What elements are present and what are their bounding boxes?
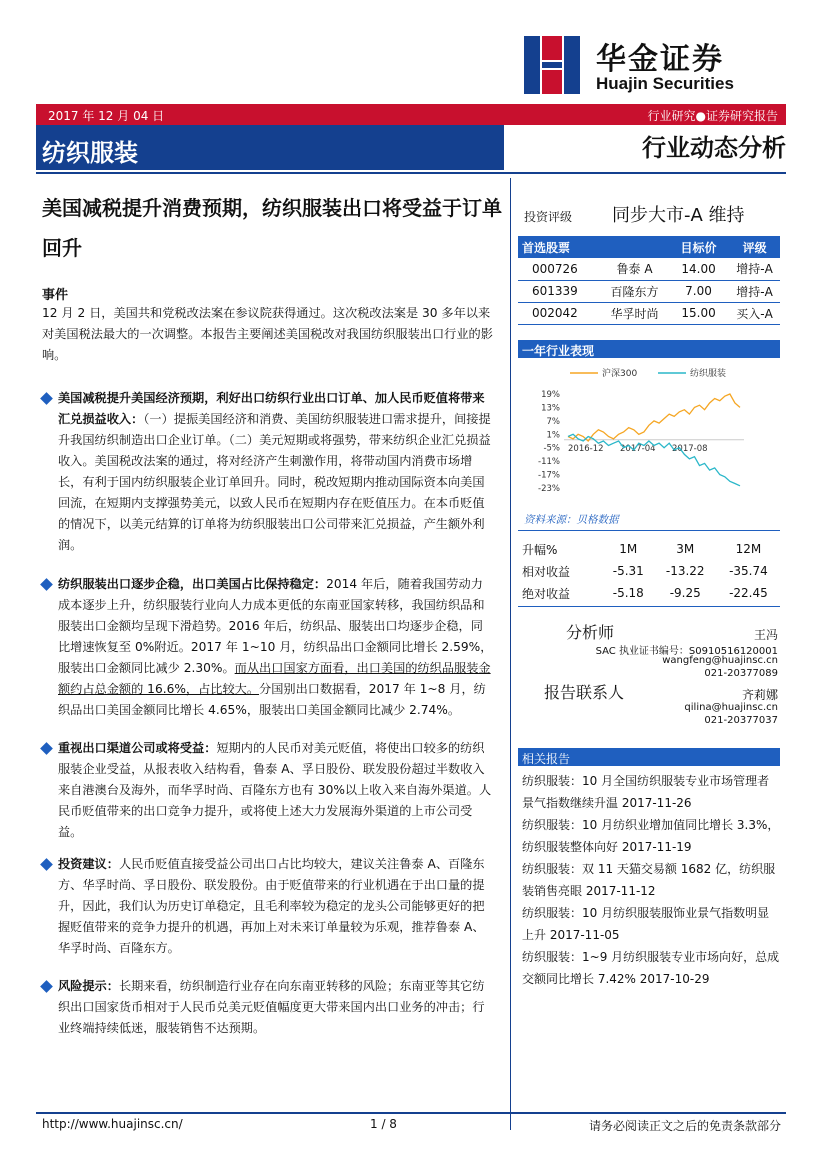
bullet-body: 人民币贬值直接受益公司出口占比均较大，建议关注鲁泰 A、百隆东方、华孚时尚、孚日股份、联发股份。由于贬值带来的行业机遇在于出口量的提升，因此，我们认为历史订单稳定，且毛利率较为稳定的龙头公司能够更好的把握贬值带来的竞争力提升的机遇，再加上对未来订单量较为乐观，推荐鲁泰 A、华孚时尚、百隆东方。 — [58, 857, 485, 955]
footer-divider — [36, 1112, 786, 1114]
analyst-heading: 分析师 — [566, 623, 615, 642]
bullet-investment-advice — [42, 854, 494, 959]
y-tick-label: -11% — [538, 457, 560, 468]
x-tick-label: 2017-08 — [672, 443, 708, 454]
y-tick-label: -23% — [538, 484, 560, 494]
target-price: 15.00 — [668, 302, 729, 324]
bullet-body: 2014 年后，随着我国劳动力成本逐步上升，纺织服装行业向人力成本更低的东南亚国家转移，我国纺织品和服装出口金额均呈现下滑趋势。2016 年后，纺织品、服装出口均逐步企稳，同比增速恢复至 0%附近。2017 年 1~10 月，纺织品出口金额同比增长 2.59%，服装出口金额同比减少 2.30%。 — [58, 577, 493, 675]
contact-phone: 021-20377037 — [704, 715, 778, 726]
stock-code: 002042 — [518, 302, 601, 324]
legend-label: 纺织服装 — [690, 369, 727, 379]
divider — [518, 606, 780, 607]
row-label: 绝对收益 — [522, 586, 571, 601]
bullet-lead: 风险提示： — [58, 979, 119, 993]
x-tick-label: 2016-12 — [568, 443, 604, 454]
y-tick-label: 13% — [541, 403, 560, 414]
column-header: 升幅% — [522, 542, 558, 557]
table-row — [518, 280, 780, 302]
column-header: 首选股票 — [518, 236, 601, 258]
related-report-link[interactable]: 纺织服装：10 月全国纺织服装专业市场管理者景气指数继续升温 2017-11-26 — [522, 774, 770, 810]
y-tick-label: -5% — [543, 443, 560, 454]
bullet-lead: 纺织服装出口逐步企稳，出口美国占比保持稳定： — [58, 577, 327, 591]
series-line — [568, 394, 740, 441]
bullet-body: （一）提振美国经济和消费、美国纺织服装进口需求提升，间接提升我国纺织制造出口企业订单。（二）美元短期或将强势，带来纺织企业汇兑损益收入。美国税改法案的通过，将对经济产生刺激作用，将带动国内消费市场增长，有利于国内纺织服装企业订单回升。同时，税改短期内推动国际资本向美国回流，在短期内支撑强势美元，以致人民币在短期内存在贬值压力。在本币贬值的情况下，以美元结算的订单将为纺织服装出口公司带来汇兑损益，产生额外利润。 — [58, 412, 491, 552]
column-header — [601, 236, 668, 258]
page-number: 1 / 8 — [370, 1117, 397, 1131]
target-price: 7.00 — [668, 280, 729, 302]
bullet-body-underlined: 而从出口国家方面看，出口美国的纺织品服装金额约占总金额的 16.6%，占比较大。 — [58, 661, 491, 696]
logo-name-cn: 华金证券 — [596, 42, 724, 77]
return-12m: -22.45 — [729, 586, 768, 600]
stock-code: 601339 — [518, 280, 601, 302]
legend-label: 沪深300 — [602, 369, 638, 379]
sector-label: 纺织服装 — [42, 139, 138, 167]
return-1m: -5.18 — [612, 586, 644, 600]
y-tick-label: 1% — [546, 430, 560, 441]
divider — [36, 172, 786, 174]
stock-code: 000726 — [518, 258, 601, 280]
stock-rating: 增持-A — [729, 258, 780, 280]
column-header: 1M — [619, 542, 638, 556]
related-reports-list — [522, 770, 780, 990]
column-header: 3M — [676, 542, 695, 556]
related-report-link[interactable]: 纺织服装：1~9 月纺织服装专业市场向好，总成交额同比增长 7.42% 2017-10-29 — [522, 950, 780, 986]
contact-heading: 报告联系人 — [544, 683, 625, 702]
rating-label: 投资评级 — [524, 210, 573, 224]
column-header: 目标价 — [668, 236, 729, 258]
related-report-link[interactable]: 纺织服装：双 11 天猫交易额 1682 亿，纺织服装销售亮眼 2017-11-12 — [522, 862, 776, 898]
related-reports-heading: 相关报告 — [522, 752, 571, 766]
bullet-export-channel — [42, 738, 494, 843]
y-tick-label: 7% — [546, 416, 560, 427]
stock-name: 华孚时尚 — [601, 302, 668, 324]
table-row — [518, 258, 780, 280]
bullet-body: 短期内的人民币对美元贬值，将使出口较多的纺织服装企业受益，从报表收入结构看，鲁泰 A、孚日股份、联发股份超过半数收入来自港澳台及海外，而华孚时尚、百隆东方也有 30%以上收入来自海外渠道。人民币贬值带来的出口竞争力提升，或将使上述大力发展海外渠道的上市公司受益。 — [58, 741, 492, 839]
stock-name: 百隆东方 — [601, 280, 668, 302]
bullet-lead: 投资建议： — [58, 857, 119, 871]
related-report-link[interactable]: 纺织服装：10 月纺织服装服饰业景气指数明显上升 2017-11-05 — [522, 906, 770, 942]
table-row — [518, 302, 780, 324]
bullet-body: 长期来看，纺织制造行业存在向东南亚转移的风险；东南亚等其它纺织出口国家货币相对于人民币兑美元贬值幅度更大带来国内出口业务的冲击；行业终端持续低迷，服装销售不达预期。 — [58, 979, 485, 1035]
column-header: 评级 — [729, 236, 780, 258]
related-reports-heading-bar — [518, 748, 780, 766]
performance-chart — [518, 362, 780, 500]
report-type: 行业研究●证券研究报告 — [647, 109, 778, 123]
stock-name: 鲁泰 A — [601, 258, 668, 280]
x-tick-label: 2017-04 — [620, 443, 656, 454]
logo-name-en: Huajin Securities — [596, 74, 734, 93]
return-1m: -5.31 — [612, 564, 644, 578]
divider — [518, 530, 780, 531]
target-price: 14.00 — [668, 258, 729, 280]
return-3m: -9.25 — [669, 586, 701, 600]
bullet-export-stable — [42, 574, 494, 721]
bullet-tax-cut — [42, 388, 494, 556]
huajin-logo-icon — [524, 36, 580, 94]
event-body: 12 月 2 日，美国共和党税改法案在参议院获得通过。这次税改法案是 30 多年以来对美国税法最大的一次调整。本报告主要阐述美国税改对我国纺织服装出口行业的影响。 — [42, 306, 493, 362]
stock-rating: 买入-A — [729, 302, 780, 324]
series-line — [568, 434, 740, 486]
analyst-name: 王冯 — [753, 628, 778, 642]
report-date: 2017 年 12 月 04 日 — [48, 109, 165, 123]
bullet-risk-warning — [42, 976, 494, 1039]
bullet-lead: 重视出口渠道公司或将受益： — [58, 741, 217, 755]
column-header: 12M — [735, 542, 762, 556]
top-picks-table — [518, 236, 780, 325]
contact-email[interactable]: qilina@huajinsc.cn — [684, 702, 778, 713]
bullet-lead: 美国减税提升美国经济预期，利好出口纺织行业出口订单、加人民币贬值将带来汇兑损益收入： — [58, 391, 485, 426]
sector-label-box — [36, 125, 504, 170]
column-divider — [510, 178, 511, 1130]
contact-name: 齐莉娜 — [741, 688, 778, 702]
analyst-sac: SAC 执业证书编号：S0910516120001 — [595, 646, 778, 657]
table-row — [518, 560, 780, 582]
event-heading: 事件 — [42, 288, 69, 303]
returns-table — [518, 538, 780, 604]
row-label: 相对收益 — [522, 564, 571, 579]
company-logo — [524, 34, 774, 96]
return-3m: -13.22 — [665, 564, 705, 578]
y-tick-label: 19% — [541, 390, 560, 400]
related-report-link[interactable]: 纺织服装：10 月纺织业增加值同比增长 3.3%，纺织服装整体向好 2017-11-19 — [522, 818, 780, 854]
page-title: 美国减税提升消费预期，纺织服装出口将受益于订单回升 — [42, 196, 502, 260]
analyst-phone: 021-20377089 — [704, 668, 778, 679]
analyst-email[interactable]: wangfeng@huajinsc.cn — [662, 655, 778, 666]
return-12m: -35.74 — [729, 564, 768, 578]
y-tick-label: -17% — [538, 470, 560, 481]
table-row — [518, 582, 780, 604]
table-header-row — [518, 538, 780, 560]
footer-disclaimer: 请务必阅读正文之后的免责条款部分 — [588, 1119, 781, 1133]
bullet-body: 分国别出口数据看，2017 年 1~8 月，纺织品出口美国金额同比增长 4.65%，服装出口美国金额同比减少 2.74%。 — [58, 682, 486, 717]
table-header-row — [518, 236, 780, 258]
stock-rating: 增持-A — [729, 280, 780, 302]
footer-website-link[interactable]: http://www.huajinsc.cn/ — [42, 1117, 183, 1131]
rating-value: 同步大市-A 维持 — [612, 205, 745, 226]
analysis-type: 行业动态分析 — [642, 134, 786, 162]
performance-heading-bar — [518, 340, 780, 358]
date-bar — [36, 104, 786, 125]
performance-heading: 一年行业表现 — [522, 344, 595, 358]
chart-source: 资料来源：贝格数据 — [524, 514, 619, 526]
